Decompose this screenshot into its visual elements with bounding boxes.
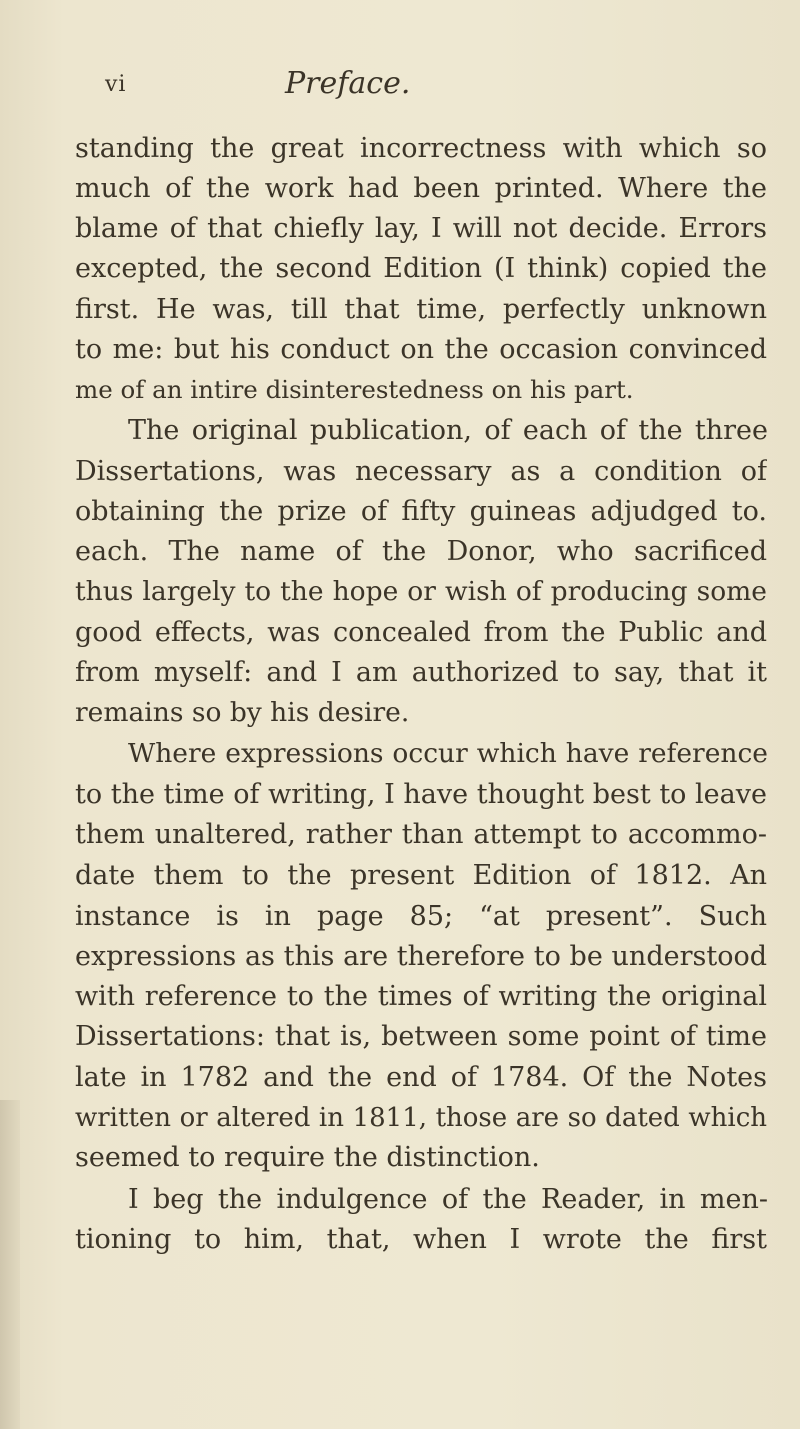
text-line: standing the great incorrectness with which so	[75, 133, 767, 164]
text-line: Dissertations, was necessary as a condition of	[75, 456, 767, 487]
text-line: first. He was, till that time, perfectly unknown	[75, 294, 767, 325]
text-line: The original publication, of each of the three	[128, 415, 768, 446]
text-line: date them to the present Edition of 1812. An	[75, 860, 767, 891]
text-line: instance is in page 85; “at present”. Such	[75, 901, 767, 932]
text-line: late in 1782 and the end of 1784. Of the Notes	[75, 1062, 767, 1093]
text-line: remains so by his desire.	[75, 697, 410, 728]
text-line: with reference to the times of writing the original	[75, 981, 767, 1012]
text-line: me of an intire disinterestedness on his part.	[75, 375, 634, 404]
text-line: Dissertations: that is, between some point of time	[75, 1021, 767, 1052]
text-line: seemed to require the distinction.	[75, 1142, 540, 1173]
text-line: to the time of writing, I have thought best to leave	[75, 779, 767, 810]
text-line: each. The name of the Donor, who sacrificed	[75, 536, 767, 567]
text-line: good effects, was concealed from the Public and	[75, 617, 767, 648]
text-line: to me: but his conduct on the occasion convinced	[75, 334, 767, 365]
text-line: I beg the indulgence of the Reader, in men-	[128, 1184, 768, 1215]
running-title: Preface.	[285, 66, 411, 101]
text-line: excepted, the second Edition (I think) copied the	[75, 253, 767, 284]
text-line: them unaltered, rather than attempt to accommo-	[75, 819, 767, 850]
text-line: expressions as this are therefore to be understood	[75, 941, 767, 972]
text-line: tioning to him, that, when I wrote the first	[75, 1224, 767, 1255]
text-line: from myself: and I am authorized to say, that it	[75, 657, 767, 688]
text-line: written or altered in 1811, those are so dated which	[75, 1103, 767, 1133]
text-line: much of the work had been printed. Where the	[75, 173, 767, 204]
text-line: thus largely to the hope or wish of producing some	[75, 576, 767, 607]
text-line: Where expressions occur which have reference	[128, 738, 768, 769]
text-line: blame of that chiefly lay, I will not decide. Errors	[75, 213, 767, 244]
text-line: obtaining the prize of fifty guineas adjudged to.	[75, 496, 767, 527]
page-number: vi	[105, 72, 127, 97]
